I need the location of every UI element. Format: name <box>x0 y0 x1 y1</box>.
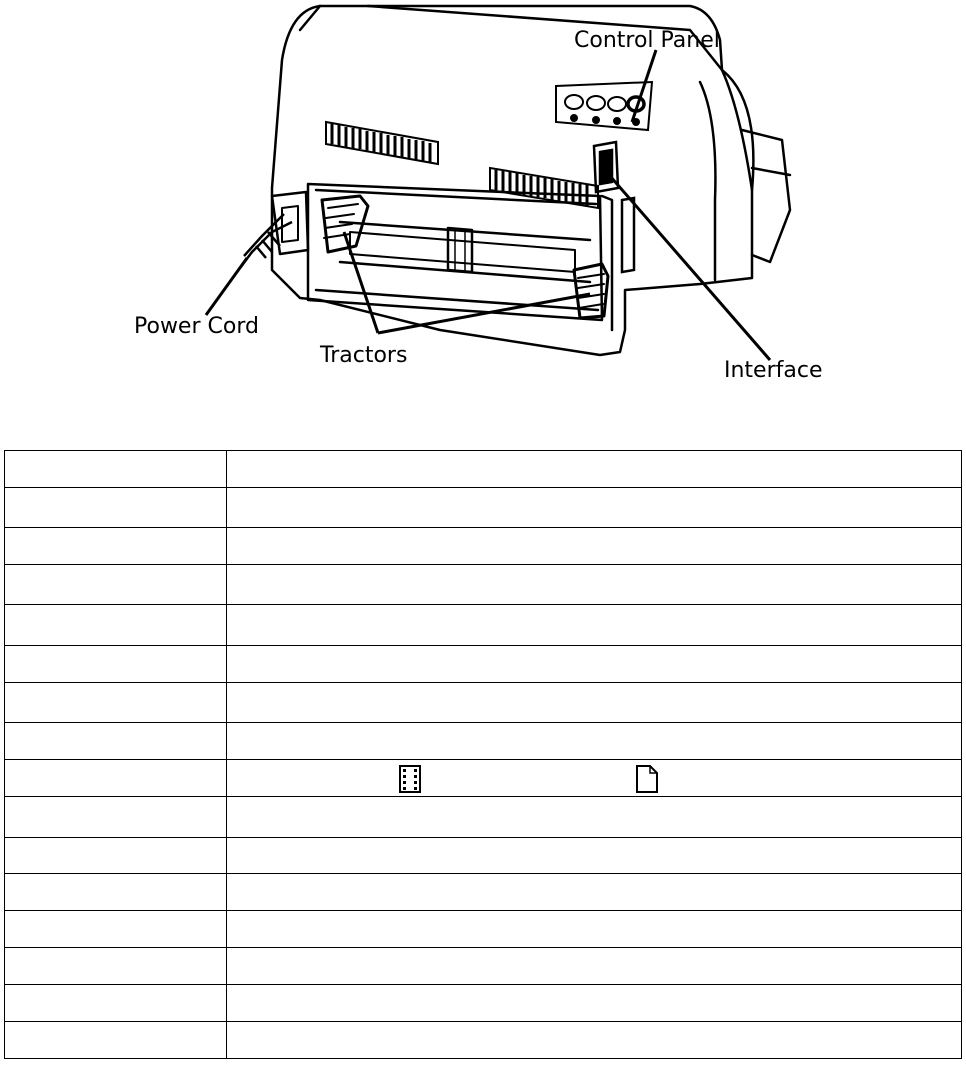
table-row <box>5 451 962 488</box>
table-cell-value <box>227 911 962 948</box>
printer-rear-view <box>0 0 966 400</box>
table-cell-label <box>5 683 227 723</box>
table-cell-value <box>227 838 962 874</box>
table-cell-value <box>227 723 962 760</box>
table-cell-label <box>5 723 227 760</box>
table-cell-value <box>227 948 962 985</box>
table-cell-label <box>5 1022 227 1059</box>
printer-figure <box>0 0 966 400</box>
leader-lines <box>206 50 770 360</box>
table-cell-label <box>5 797 227 838</box>
table-cell-value <box>227 1022 962 1059</box>
table-cell-value <box>227 605 962 646</box>
table-cell-label <box>5 948 227 985</box>
table-cell-label <box>5 985 227 1022</box>
table-row <box>5 1022 962 1059</box>
table-cell-value <box>227 797 962 838</box>
table-cell-value <box>227 565 962 605</box>
callout-power-cord: Power Cord <box>134 314 259 339</box>
table-cell-value <box>227 760 962 797</box>
table-row <box>5 488 962 528</box>
table-row <box>5 646 962 683</box>
table-cell-label <box>5 838 227 874</box>
table-cell-label <box>5 605 227 646</box>
table-cell-value <box>227 528 962 565</box>
table-row <box>5 797 962 838</box>
table-row <box>5 760 962 797</box>
table-cell-value <box>227 488 962 528</box>
table-cell-value <box>227 874 962 911</box>
table-cell-label <box>5 874 227 911</box>
parts-table <box>4 450 962 1059</box>
table-cell-label <box>5 911 227 948</box>
table-cell-label <box>5 565 227 605</box>
table-cell-value <box>227 985 962 1022</box>
table-cell-label <box>5 646 227 683</box>
table-cell-label <box>5 528 227 565</box>
table-row <box>5 565 962 605</box>
table-row <box>5 723 962 760</box>
single-sheet-icon <box>635 765 659 793</box>
callout-interface: Interface <box>724 358 823 383</box>
tractor-feed-icon <box>397 765 423 793</box>
table-cell-value <box>227 451 962 488</box>
table-row <box>5 605 962 646</box>
table-cell-label <box>5 760 227 797</box>
callout-tractors: Tractors <box>320 343 408 368</box>
table-cell-value <box>227 646 962 683</box>
table-row <box>5 528 962 565</box>
vent-left <box>326 122 438 164</box>
table-cell-label <box>5 488 227 528</box>
table-row <box>5 683 962 723</box>
table-cell-label <box>5 451 227 488</box>
table-row <box>5 838 962 874</box>
table-row <box>5 911 962 948</box>
table-row <box>5 874 962 911</box>
table-cell-value <box>227 683 962 723</box>
table-row <box>5 948 962 985</box>
callout-control-panel: Control Panel <box>574 28 720 53</box>
table-row <box>5 985 962 1022</box>
